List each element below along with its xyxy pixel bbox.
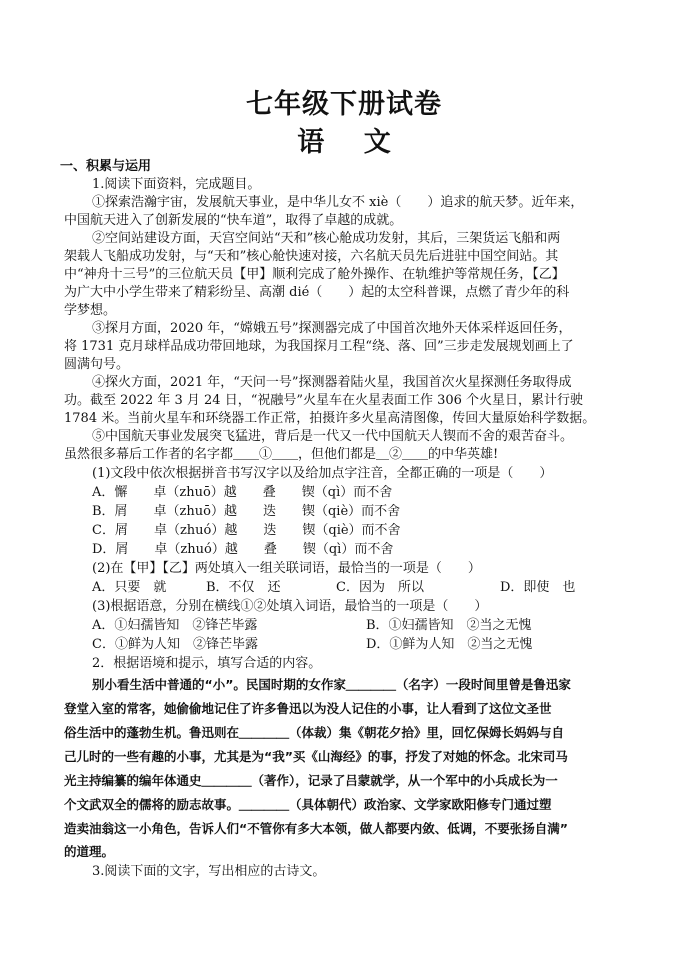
q1-p4-line: 功。截至 2022 年 3 月 24 日，“祝融号”火星车在火星表面工作 306 个火星日，累计行驶 [64, 393, 584, 408]
q2-text-line: 光主持编纂的编年体通史＿＿＿＿（著作），记录了吕蒙就学，从一个军中的小兵成长为一 [64, 773, 558, 788]
q2-text-line: 个文武双全的儒将的励志故事。＿＿＿＿（具体朝代）政治家、文学家欧阳修专门通过塑 [64, 797, 552, 812]
q1-p2-line: 学梦想。 [64, 303, 117, 318]
q2-text-line: 俗生活中的蓬勃生机。鲁迅则在＿＿＿＿（体裁）集《朝花夕拾》里，回忆保姆长妈妈与自 [64, 725, 565, 740]
q1-sub3-option: B．①妇孺皆知 ②当之无愧 [366, 618, 532, 633]
q1-sub1-option: A．懈 卓（zhuō）越 叠 锲（qì）而不舍 [92, 485, 393, 500]
q1-p2-line: ②空间站建设方面，天宫空间站“天和”核心舱成功发射，其后，三架货运飞船和两 [92, 231, 561, 246]
q1-sub3-option: A．①妇孺皆知 ②锋芒毕露 [92, 618, 258, 633]
q1-p5-line: ⑤中国航天事业发展突飞猛进，背后是一代又一代中国航天人锲而不舍的艰苦奋斗。 [92, 429, 574, 444]
q1-sub1-question: (1)文段中依次根据拼音书写汉字以及给加点字注音，全都正确的一项是（ ） [92, 466, 553, 481]
q1-p3-line: ③探月方面，2020 年，“嫦娥五号”探测器完成了中国首次地外天体采样返回任务， [92, 321, 572, 336]
q1-p1-line: 中国航天进入了创新发展的“快车道”，取得了卓越的成就。 [64, 213, 403, 228]
q1-p5-line: 虽然很多幕后工作者的名字都＿＿①＿＿，但他们都是＿②＿＿的中华英雄! [64, 447, 499, 462]
q2-text-line: 的道理。 [64, 844, 115, 859]
q3-intro: 3.阅读下面的文字，写出相应的古诗文。 [92, 864, 326, 879]
q1-p3-line: 圆满句号。 [64, 357, 130, 372]
q1-sub1-option: C．屑 卓（zhuó）越 迭 锲（qiè）而不舍 [92, 523, 401, 538]
q1-sub2-option: A．只要 就 [92, 580, 167, 595]
q1-sub3-option: D．①鲜为人知 ②当之无愧 [366, 637, 533, 652]
q1-sub2-option: C．因为 所以 [336, 580, 424, 595]
q2-text-line: 登堂入室的常客，她偷偷地记住了许多鲁迅以为没人记住的小事，让人看到了这位文圣世 [64, 701, 552, 716]
section-heading: 一、积累与运用 [60, 159, 152, 174]
q1-sub3-question: (3)根据语意，分别在横线①②处填入词语，最恰当的一项是（ ） [92, 599, 488, 614]
q1-p2-line: 中“神舟十三号”的三位航天员【甲】顺利完成了舱外操作、在轨维护等常规任务，【乙】 [64, 267, 565, 282]
q1-intro: 1.阅读下面资料，完成题目。 [92, 177, 261, 192]
q2-text-line: 造卖油翁这一小角色，告诉人们“不管你有多大本领，做人都要内敛、低调，不要张扬自满” [64, 821, 568, 836]
q1-p2-line: 为广大中小学生带来了精彩纷呈、高潮 dié（ ）起的太空科普课，点燃了青少年的科 [64, 285, 570, 300]
q2-text-line: 别小看生活中普通的“小”。民国时期的女作家＿＿＿＿（名字）一段时间里曾是鲁迅家 [92, 677, 571, 692]
q1-p2-line: 架载人飞船成功发射，与“天和”核心舱快速对接，六名航天员先后进驻中国空间站。其 [64, 249, 559, 264]
q2-intro: 2．根据语境和提示，填写合适的内容。 [92, 656, 322, 671]
exam-title: 七年级下册试卷 [246, 89, 442, 120]
q1-sub3-option: C．①鲜为人知 ②锋芒毕露 [92, 637, 258, 652]
q1-p3-line: 将 1731 克月球样品成功带回地球，为我国探月工程“绕、落、回”三步走发展规划画上了 [64, 339, 574, 354]
q1-p1-line: ①探索浩瀚宇宙，发展航天事业，是中华儿女不 xiè（ ）追求的航天梦。近年来， [92, 195, 584, 210]
q1-sub1-option: D．屑 卓（zhuó）越 叠 锲（qì）而不舍 [92, 542, 394, 557]
q1-p4-line: ④探火方面，2021 年，“天问一号”探测器着陆火星，我国首次火星探测任务取得成 [92, 375, 572, 390]
q1-sub2-question: (2)在【甲】【乙】两处填入一组关联词语，最恰当的一项是（ ） [92, 561, 481, 576]
q2-text-line: 己儿时的一些有趣的小事，尤其是为“我”买《山海经》的事，抒发了对她的怀念。北宋司马 [64, 749, 568, 764]
q1-sub2-option: D．即使 也 [500, 580, 576, 595]
subject-title: 语 文 [297, 127, 391, 158]
q1-p4-line: 1784 米。当前火星车和环绕器工作正常，拍摄许多火星高清图像，传回大量原始科学数据。 [64, 411, 596, 426]
q1-sub1-option: B．屑 卓（zhuō）越 迭 锲（qiè）而不舍 [92, 504, 401, 519]
q1-sub2-option: B．不仅 还 [206, 580, 281, 595]
